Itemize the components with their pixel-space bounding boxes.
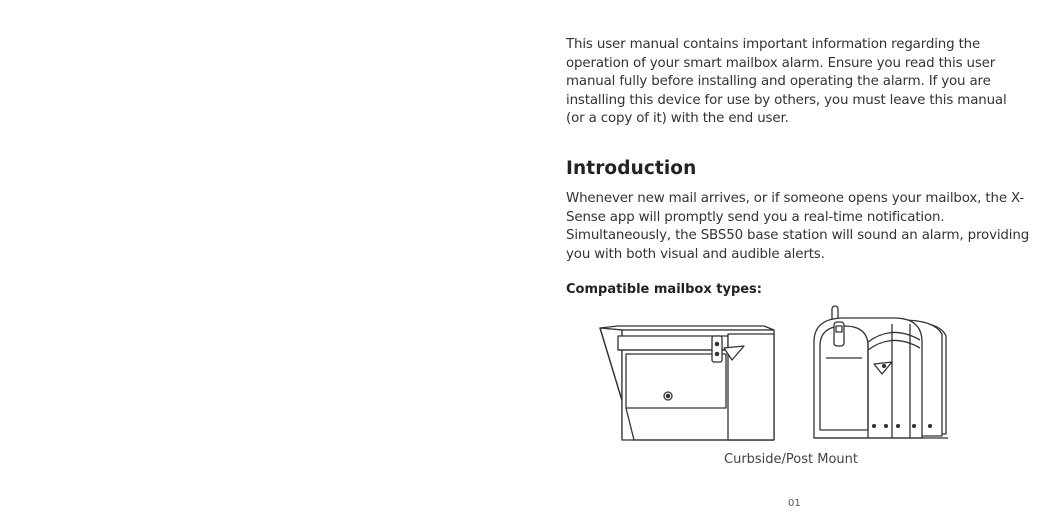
introduction-section xyxy=(566,190,1036,264)
introduction-paragraph: Whenever new mail arrives, or if someone opens your mailbox, the X-Sense app will promptly send you a real-time notification. Simultaneously, the SBS50 base station will sound an alarm, providing you with both visual and audible alerts. xyxy=(566,191,1030,262)
wall-mount-mailbox-icon xyxy=(600,326,774,440)
notice-paragraph: This user manual contains important information regarding the operation of your smart mailbox alarm. Ensure you read this user manual fully before installing and operating the alarm. If you are installing this device for use by others, you must leave this manual (or a copy of it) with the end user. xyxy=(566,37,1007,127)
curbside-mailbox-icon xyxy=(814,306,948,438)
introduction-heading: Introduction xyxy=(566,158,697,179)
opening-notice xyxy=(566,36,1026,129)
page-number: 01 xyxy=(788,498,801,509)
compatible-types-heading: Compatible mailbox types: xyxy=(566,282,762,297)
mailbox-type-caption: Curbside/Post Mount xyxy=(724,452,859,467)
mailbox-illustrations xyxy=(592,300,982,450)
